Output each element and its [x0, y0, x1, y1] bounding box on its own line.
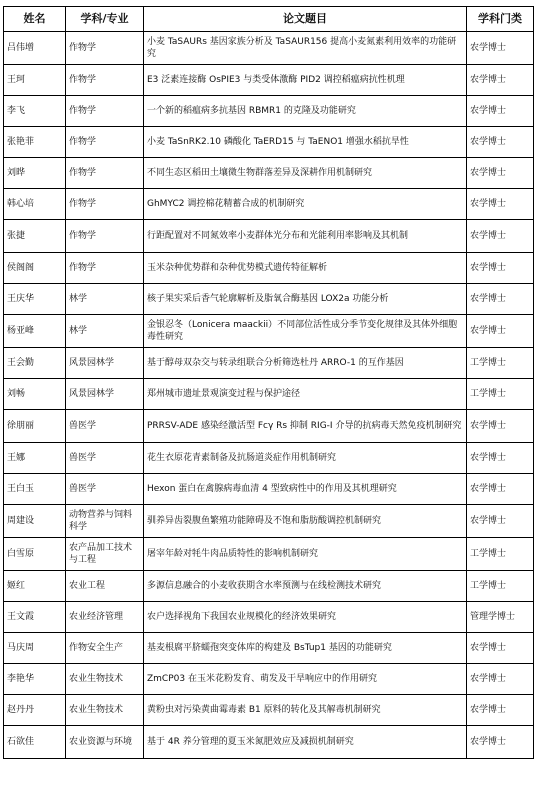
cell-category: 工学博士 — [467, 538, 534, 571]
cell-title: 小麦 TaSnRK2.10 磷酸化 TaERD15 与 TaENO1 增强水稻抗旱性 — [144, 127, 467, 158]
cell-category: 农学博士 — [467, 664, 534, 695]
cell-title: GhMYC2 调控棉花精蓄合成的机制研究 — [144, 189, 467, 220]
table-row — [4, 633, 534, 664]
table-row — [4, 220, 534, 253]
table-row — [4, 505, 534, 538]
cell-name: 白雪原 — [4, 538, 66, 571]
cell-name: 徐朋丽 — [4, 410, 66, 443]
table-row — [4, 379, 534, 410]
cell-title: E3 泛素连接酶 OsPIE3 与类受体激酶 PID2 调控稻瘟病抗性机理 — [144, 65, 467, 96]
cell-name: 李艳华 — [4, 664, 66, 695]
table-row — [4, 664, 534, 695]
cell-title: Hexon 蛋白在禽腺病毒血清 4 型致病性中的作用及其机理研究 — [144, 474, 467, 505]
cell-major: 作物学 — [66, 253, 144, 284]
thesis-table-container — [3, 6, 534, 759]
cell-name: 王娜 — [4, 443, 66, 474]
cell-title: 多源信息融合的小麦收获期含水率预测与在线检测技术研究 — [144, 571, 467, 602]
cell-name: 赵丹丹 — [4, 695, 66, 726]
cell-category: 农学博士 — [467, 253, 534, 284]
cell-title: PRRSV-ADE 感染经激活型 Fcγ Rs 抑制 RIG-I 介导的抗病毒天然免疫机制研究 — [144, 410, 467, 443]
table-row — [4, 410, 534, 443]
cell-title: 基于 4R 养分管理的夏玉米氮肥效应及减损机制研究 — [144, 726, 467, 759]
cell-name: 刘晔 — [4, 158, 66, 189]
cell-title: 基于醇母双杂交与转录组联合分析筛选杜丹 ARRO-1 的互作基因 — [144, 348, 467, 379]
cell-category: 农学博士 — [467, 65, 534, 96]
table-row — [4, 189, 534, 220]
cell-title: 一个新的稻瘟病多抗基因 RBMR1 的克隆及功能研究 — [144, 96, 467, 127]
cell-major: 作物学 — [66, 65, 144, 96]
cell-title: 行距配置对不同氮效率小麦群体光分布和光能利用率影响及其机制 — [144, 220, 467, 253]
cell-major: 作物安全生产 — [66, 633, 144, 664]
cell-title: 驯养异齿裂腹鱼繁殖功能障碍及不饱和脂肪酸调控机制研究 — [144, 505, 467, 538]
cell-name: 李飞 — [4, 96, 66, 127]
cell-name: 王白玉 — [4, 474, 66, 505]
cell-name: 刘畅 — [4, 379, 66, 410]
cell-category: 农学博士 — [467, 633, 534, 664]
cell-major: 林学 — [66, 315, 144, 348]
cell-category: 农学博士 — [467, 726, 534, 759]
cell-major: 风景园林学 — [66, 348, 144, 379]
header-major: 学科/专业 — [66, 7, 144, 32]
table-header-row — [4, 7, 534, 32]
cell-name: 王会勤 — [4, 348, 66, 379]
cell-title: 核子果实采后香气轮廓解析及脂氧合酶基因 LOX2a 功能分析 — [144, 284, 467, 315]
cell-major: 农产品加工技术与工程 — [66, 538, 144, 571]
cell-name: 王庆华 — [4, 284, 66, 315]
cell-category: 工学博士 — [467, 348, 534, 379]
cell-title: 不同生态区稻田土壤微生物群落差异及深耕作用机制研究 — [144, 158, 467, 189]
cell-major: 风景园林学 — [66, 379, 144, 410]
cell-major: 农业工程 — [66, 571, 144, 602]
table-row — [4, 158, 534, 189]
cell-name: 侯阁阁 — [4, 253, 66, 284]
cell-name: 张捷 — [4, 220, 66, 253]
table-row — [4, 538, 534, 571]
cell-title: 屠宰年龄对牦牛肉品质特性的影响机制研究 — [144, 538, 467, 571]
cell-category: 农学博士 — [467, 189, 534, 220]
header-name: 姓名 — [4, 7, 66, 32]
cell-category: 农学博士 — [467, 158, 534, 189]
table-row — [4, 65, 534, 96]
table-row — [4, 443, 534, 474]
cell-major: 作物学 — [66, 158, 144, 189]
cell-major: 作物学 — [66, 189, 144, 220]
table-row — [4, 571, 534, 602]
cell-category: 农学博士 — [467, 443, 534, 474]
cell-major: 农业资源与环境 — [66, 726, 144, 759]
cell-name: 周建设 — [4, 505, 66, 538]
cell-major: 作物学 — [66, 96, 144, 127]
cell-major: 兽医学 — [66, 474, 144, 505]
cell-major: 作物学 — [66, 127, 144, 158]
cell-category: 农学博士 — [467, 32, 534, 65]
cell-major: 兽医学 — [66, 443, 144, 474]
cell-category: 农学博士 — [467, 315, 534, 348]
cell-major: 农业经济管理 — [66, 602, 144, 633]
cell-name: 韩心培 — [4, 189, 66, 220]
table-row — [4, 602, 534, 633]
table-row — [4, 96, 534, 127]
thesis-table — [3, 6, 534, 759]
cell-name: 马庆周 — [4, 633, 66, 664]
cell-major: 作物学 — [66, 32, 144, 65]
cell-name: 张艳菲 — [4, 127, 66, 158]
cell-category: 工学博士 — [467, 571, 534, 602]
cell-name: 石欲佳 — [4, 726, 66, 759]
cell-title: 基麦根腐平脐蠕孢突变体库的构建及 BsTup1 基因的功能研究 — [144, 633, 467, 664]
cell-category: 农学博士 — [467, 284, 534, 315]
cell-name: 王文霞 — [4, 602, 66, 633]
table-row — [4, 315, 534, 348]
cell-category: 农学博士 — [467, 410, 534, 443]
table-row — [4, 348, 534, 379]
cell-title: 郑州城市遗址景观演变过程与保护途径 — [144, 379, 467, 410]
cell-title: 花生衣原花青素制备及抗肠道炎症作用机制研究 — [144, 443, 467, 474]
table-row — [4, 127, 534, 158]
table-row — [4, 474, 534, 505]
cell-category: 农学博士 — [467, 127, 534, 158]
cell-category: 农学博士 — [467, 695, 534, 726]
cell-name: 吕伟增 — [4, 32, 66, 65]
cell-name: 姬红 — [4, 571, 66, 602]
cell-category: 农学博士 — [467, 505, 534, 538]
cell-major: 林学 — [66, 284, 144, 315]
cell-major: 农业生物技术 — [66, 695, 144, 726]
cell-major: 动物营养与饲料科学 — [66, 505, 144, 538]
cell-category: 工学博士 — [467, 379, 534, 410]
table-row — [4, 726, 534, 759]
cell-title: 金银忍冬（Lonicera maackii）不同部位活性成分季节变化规律及其体外细胞毒性研究 — [144, 315, 467, 348]
cell-category: 农学博士 — [467, 474, 534, 505]
cell-title: ZmCP03 在玉米花粉发育、萌发及干旱响应中的作用研究 — [144, 664, 467, 695]
cell-major: 作物学 — [66, 220, 144, 253]
cell-name: 王珂 — [4, 65, 66, 96]
cell-title: 小麦 TaSAURs 基因家族分析及 TaSAUR156 提高小麦氮素利用效率的功能研究 — [144, 32, 467, 65]
table-body — [4, 32, 534, 759]
table-row — [4, 32, 534, 65]
cell-category: 农学博士 — [467, 220, 534, 253]
cell-title: 黄粉虫对污染黄曲霉毒素 B1 原料的转化及其解毒机制研究 — [144, 695, 467, 726]
table-row — [4, 253, 534, 284]
cell-category: 农学博士 — [467, 96, 534, 127]
cell-major: 兽医学 — [66, 410, 144, 443]
header-title: 论文题目 — [144, 7, 467, 32]
cell-name: 杨亚峰 — [4, 315, 66, 348]
cell-title: 农户选择视角下我国农业规模化的经济效果研究 — [144, 602, 467, 633]
cell-title: 玉米杂种优势群和杂种优势模式遗传特征解析 — [144, 253, 467, 284]
table-row — [4, 695, 534, 726]
header-category: 学科门类 — [467, 7, 534, 32]
cell-major: 农业生物技术 — [66, 664, 144, 695]
table-row — [4, 284, 534, 315]
cell-category: 管理学博士 — [467, 602, 534, 633]
